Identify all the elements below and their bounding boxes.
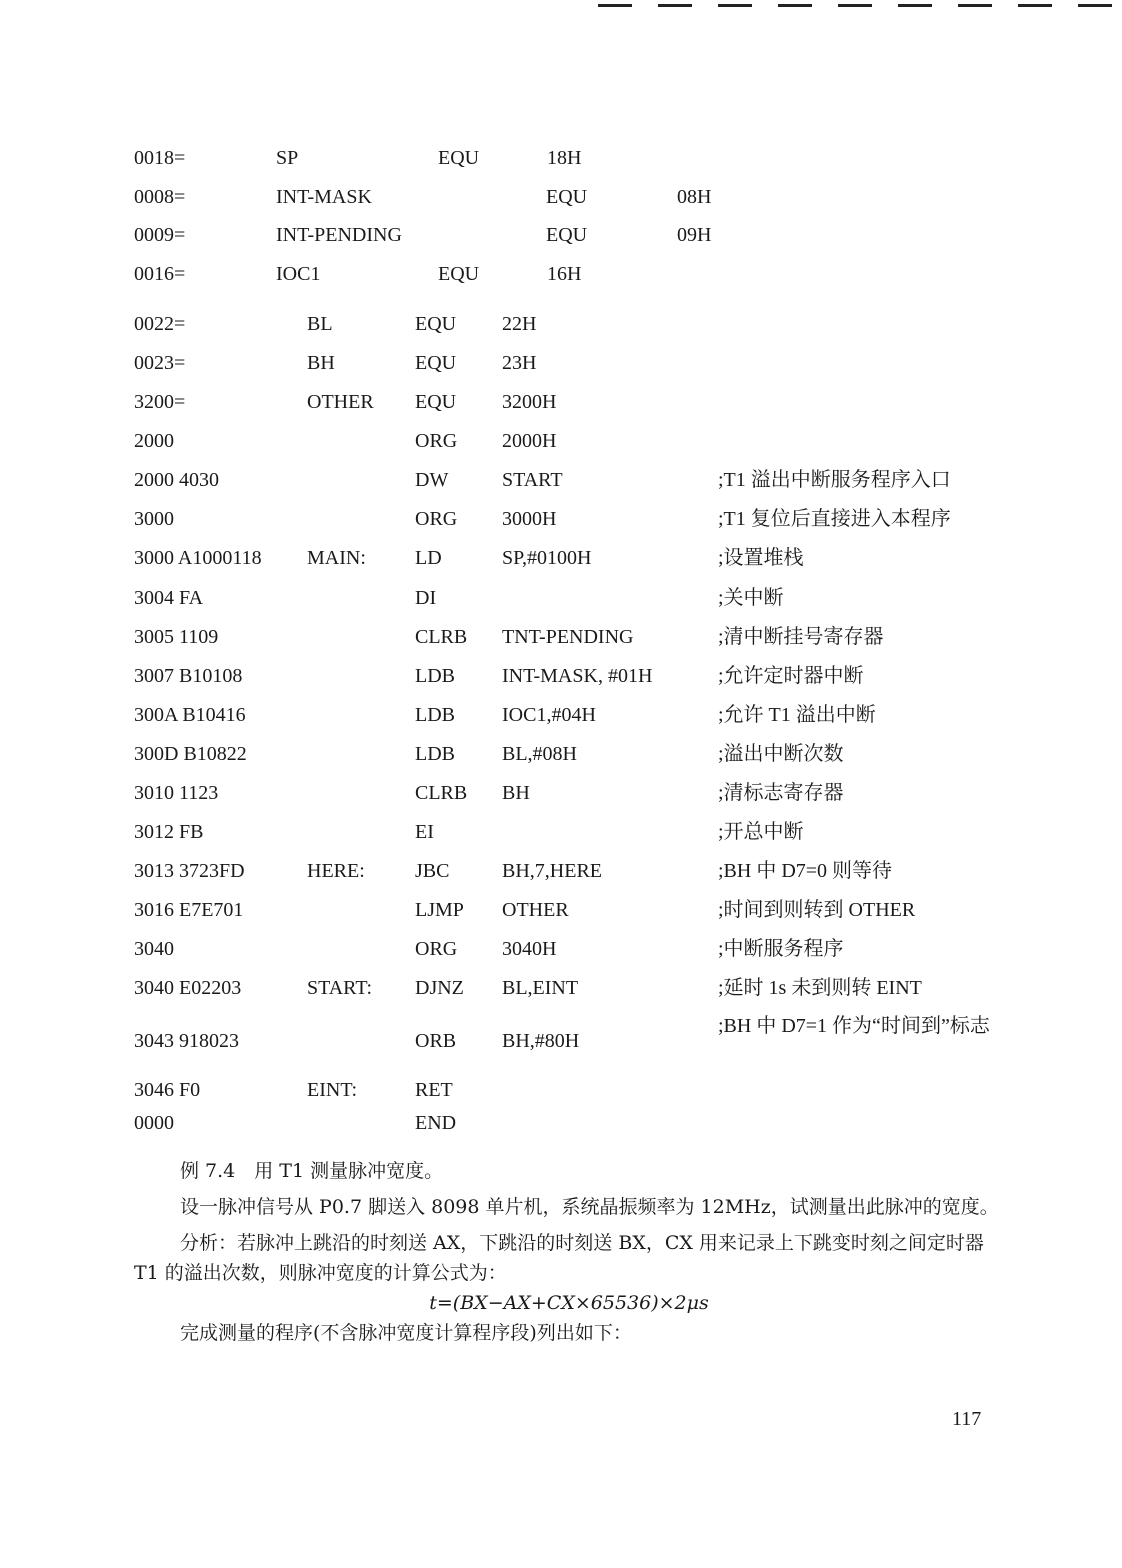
code-opcode: DJNZ — [415, 977, 464, 999]
code-label: OTHER — [307, 391, 374, 413]
code-address: 0000 — [134, 1112, 174, 1134]
code-operand: 08H — [677, 186, 712, 208]
code-opcode: EQU — [438, 263, 480, 285]
code-comment: ;时间到则转到 OTHER — [718, 899, 916, 921]
code-address: 3000 — [134, 508, 174, 530]
code-address: 3007 B10108 — [134, 665, 243, 687]
code-opcode: EQU — [415, 391, 457, 413]
code-operand: BL,EINT — [502, 977, 579, 999]
code-operand: 09H — [677, 224, 712, 246]
code-opcode: ORB — [415, 1030, 457, 1052]
code-address: 3000 A1000118 — [134, 547, 262, 569]
code-address: 3040 — [134, 938, 174, 960]
code-label: SP — [276, 147, 299, 169]
code-address: 0018= — [134, 147, 186, 169]
code-label: BH — [307, 352, 335, 374]
code-opcode: RET — [415, 1079, 453, 1101]
code-operand: 23H — [502, 352, 537, 374]
problem-paragraph: 设一脉冲信号从 P0.7 脚送入 8098 单片机，系统晶振频率为 12MHz，试测量出此脉冲的宽度。 — [180, 1196, 999, 1218]
code-opcode: EQU — [438, 147, 480, 169]
code-opcode: ORG — [415, 508, 458, 530]
code-opcode: JBC — [415, 860, 450, 882]
code-opcode: LDB — [415, 665, 455, 687]
code-comment: ;清中断挂号寄存器 — [718, 626, 884, 648]
code-operand: BH,7,HERE — [502, 860, 602, 882]
code-address: 0009= — [134, 224, 186, 246]
code-operand: BH,#80H — [502, 1030, 580, 1052]
code-opcode: CLRB — [415, 626, 468, 648]
code-opcode: DI — [415, 587, 437, 609]
code-operand: START — [502, 469, 563, 491]
code-address: 3013 3723FD — [134, 860, 245, 882]
code-address: 300A B10416 — [134, 704, 246, 726]
code-address: 3043 918023 — [134, 1030, 239, 1052]
analysis-paragraph: 分析：若脉冲上跳沿的时刻送 AX，下跳沿的时刻送 BX，CX 用来记录上下跳变时刻之间定时器 T1 的溢出次数，则脉冲宽度的计算公式为： — [134, 1232, 984, 1284]
code-address: 0022= — [134, 313, 186, 335]
code-opcode: EQU — [415, 313, 457, 335]
code-comment: ;T1 复位后直接进入本程序 — [718, 508, 951, 530]
code-address: 0008= — [134, 186, 186, 208]
code-label: INT-MASK — [276, 186, 372, 208]
code-address: 0023= — [134, 352, 186, 374]
code-label: IOC1 — [276, 263, 321, 285]
code-address: 0016= — [134, 263, 186, 285]
code-comment: ;允许定时器中断 — [718, 665, 864, 687]
code-address: 3046 F0 — [134, 1079, 201, 1101]
code-comment: ;T1 溢出中断服务程序入口 — [718, 469, 951, 491]
code-label: INT-PENDING — [276, 224, 402, 246]
code-comment: ;关中断 — [718, 587, 784, 609]
code-operand: 3040H — [502, 938, 557, 960]
code-operand: OTHER — [502, 899, 569, 921]
code-address: 3040 E02203 — [134, 977, 242, 999]
code-address: 3016 E7E701 — [134, 899, 244, 921]
code-opcode: EI — [415, 821, 434, 843]
code-label: MAIN: — [307, 547, 366, 569]
code-opcode: ORG — [415, 938, 458, 960]
code-comment: ;中断服务程序 — [718, 938, 844, 960]
code-comment: ;延时 1s 未到则转 EINT — [718, 977, 922, 999]
code-operand: 18H — [547, 147, 582, 169]
code-label: EINT: — [307, 1079, 358, 1101]
code-operand: TNT-PENDING — [502, 626, 634, 648]
formula: t=(BX−AX+CX×65536)×2μs — [429, 1292, 709, 1314]
code-opcode: LD — [415, 547, 442, 569]
example-title: 例 7.4 用 T1 测量脉冲宽度。 — [180, 1160, 444, 1182]
code-address: 2000 4030 — [134, 469, 219, 491]
code-operand: 16H — [547, 263, 582, 285]
code-operand: 3000H — [502, 508, 557, 530]
code-opcode: DW — [415, 469, 449, 491]
page-number: 117 — [952, 1408, 982, 1430]
code-comment: ;溢出中断次数 — [718, 743, 844, 765]
code-operand: INT-MASK, #01H — [502, 665, 653, 687]
code-label: BL — [307, 313, 333, 335]
code-operand: 22H — [502, 313, 537, 335]
code-address: 3200= — [134, 391, 186, 413]
program-intro: 完成测量的程序(不含脉冲宽度计算程序段)列出如下： — [180, 1322, 632, 1344]
code-operand: 3200H — [502, 391, 557, 413]
code-address: 3005 1109 — [134, 626, 219, 648]
example-section — [134, 1156, 1004, 1348]
code-address: 3012 FB — [134, 821, 204, 843]
code-opcode: EQU — [546, 186, 588, 208]
code-operand: BL,#08H — [502, 743, 577, 765]
code-comment: ;清标志寄存器 — [718, 782, 844, 804]
code-address: 2000 — [134, 430, 174, 452]
code-opcode: LDB — [415, 704, 455, 726]
code-comment: ;开总中断 — [718, 821, 804, 843]
code-comment: ;设置堆栈 — [718, 547, 804, 569]
code-label: HERE: — [307, 860, 365, 882]
code-address: 300D B10822 — [134, 743, 247, 765]
code-comment: ;BH 中 D7=1 作为“时间到”标志 — [718, 1015, 990, 1037]
code-opcode: CLRB — [415, 782, 468, 804]
code-operand: IOC1,#04H — [502, 704, 596, 726]
code-comment: ;BH 中 D7=0 则等待 — [718, 860, 893, 882]
code-opcode: END — [415, 1112, 457, 1134]
code-address: 3004 FA — [134, 587, 204, 609]
code-opcode: EQU — [546, 224, 588, 246]
code-address: 3010 1123 — [134, 782, 219, 804]
code-opcode: LJMP — [415, 899, 464, 921]
code-opcode: EQU — [415, 352, 457, 374]
code-opcode: LDB — [415, 743, 455, 765]
code-operand: 2000H — [502, 430, 557, 452]
code-operand: SP,#0100H — [502, 547, 592, 569]
code-operand: BH — [502, 782, 530, 804]
code-opcode: ORG — [415, 430, 458, 452]
code-label: START: — [307, 977, 373, 999]
code-comment: ;允许 T1 溢出中断 — [718, 704, 876, 726]
